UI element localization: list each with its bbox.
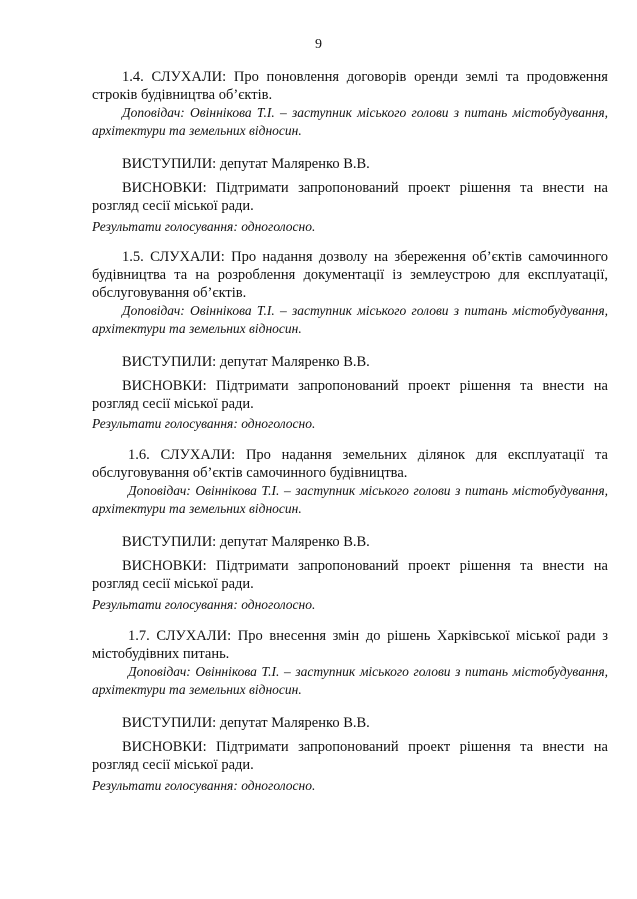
conclusions-paragraph: ВИСНОВКИ: Підтримати запропонований проект рішення та внести на розгляд сесії міської ради. [92, 378, 608, 412]
voting-result: Результати голосування: одноголосно. [92, 219, 316, 234]
speaker-line: Доповідач: Овіннікова Т.І. – заступник міського голови з питань містобудування, архітектури та земельних відносин. [92, 303, 608, 336]
spoke-line: ВИСТУПИЛИ: депутат Маляренко В.В. [122, 715, 370, 731]
speaker-line: Доповідач: Овіннікова Т.І. – заступник міського голови з питань містобудування, архітектури та земельних відносин. [92, 105, 608, 138]
agenda-item-1-5 [92, 248, 608, 413]
agenda-item-1-7 [92, 627, 608, 774]
spoke-line: ВИСТУПИЛИ: депутат Маляренко В.В. [122, 156, 370, 172]
heard-text: Про надання дозволу на збереження об’єктів самочинного будівництва та на розроблення документації із землеустрою для експлуатації, обслуговування об’єктів. [92, 249, 608, 301]
voting-result: Результати голосування: одноголосно. [92, 778, 316, 793]
agenda-item-1-4 [92, 68, 608, 215]
heard-paragraph [92, 68, 608, 104]
heard-label: 1.5. СЛУХАЛИ: [122, 249, 225, 265]
heard-label: 1.7. СЛУХАЛИ: [128, 628, 232, 644]
agenda-item-1-6 [92, 446, 608, 593]
heard-paragraph [92, 627, 608, 663]
conclusions-paragraph: ВИСНОВКИ: Підтримати запропонований проект рішення та внести на розгляд сесії міської ради. [92, 180, 608, 214]
heard-label: 1.4. СЛУХАЛИ: [122, 69, 227, 85]
heard-text: Про надання земельних ділянок для експлуатації та обслуговування об’єктів самочинного будівництва. [92, 447, 608, 481]
spoke-line: ВИСТУПИЛИ: депутат Маляренко В.В. [122, 354, 370, 370]
heard-label: 1.6. СЛУХАЛИ: [128, 447, 236, 463]
speaker-line: Доповідач: Овіннікова Т.І. – заступник міського голови з питань містобудування, архітектури та земельних відносин. [92, 664, 608, 697]
conclusions-paragraph: ВИСНОВКИ: Підтримати запропонований проект рішення та внести на розгляд сесії міської ради. [92, 739, 608, 773]
heard-paragraph [92, 446, 608, 482]
heard-text: Про поновлення договорів оренди землі та продовження строків будівництва об’єктів. [92, 69, 608, 103]
heard-text: Про внесення змін до рішень Харківської міської ради з містобудівних питань. [92, 628, 608, 662]
page-number: 9 [315, 37, 322, 52]
conclusions-paragraph: ВИСНОВКИ: Підтримати запропонований проект рішення та внести на розгляд сесії міської ради. [92, 558, 608, 592]
spoke-line: ВИСТУПИЛИ: депутат Маляренко В.В. [122, 534, 370, 550]
speaker-line: Доповідач: Овіннікова Т.І. – заступник міського голови з питань містобудування, архітектури та земельних відносин. [92, 483, 608, 516]
voting-result: Результати голосування: одноголосно. [92, 416, 316, 431]
heard-paragraph [92, 248, 608, 302]
voting-result: Результати голосування: одноголосно. [92, 597, 316, 612]
